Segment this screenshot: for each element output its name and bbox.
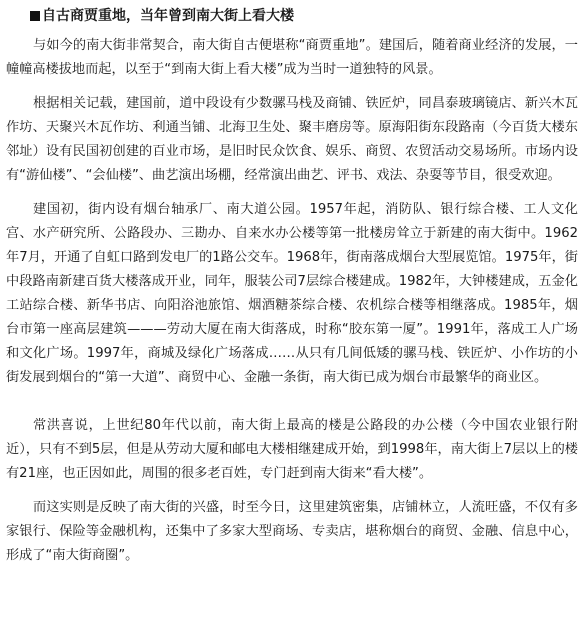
paragraph-post-liberation: 建国初，街内设有烟台轴承厂、南大道公园。1957年起，消防队、银行综合楼、工人文化宫、水产研究所、公路段办、三勘办、自来水办公楼等第一批楼房耸立于新建的南大街中。1962年7月，开通了自虹口路到发电厂的1路公交车。1968年，街南落成烟台大型展览馆。1975年，街中段路南新建百货大楼落成开业，同年，服装公司7层综合楼建成。1982年，大钟楼建成，五金化工站综合楼、新华书店、向阳浴池旅馆、烟酒糖茶综合楼、农机综合楼等相继落成。1985年，烟台市第一座高层建筑———劳动大厦在南大街落成，时称“胶东第一厦”。1991年，落成工人广场和文化广场。1997年，商城及绿化广场落成……从只有几间低矮的骡马栈、铁匠炉、小作坊的小街发展到烟台的“第一大道”、商贸中心、金融一条街，南大街已成为烟台市最繁华的商业区。 — [6, 202, 578, 385]
square-bullet-icon — [30, 11, 40, 21]
paragraph-intro: 与如今的南大街非常契合，南大街自古便堪称“商贾重地”。建国后，随着商业经济的发展，一幢幢高楼拔地而起，以至于“到南大街上看大楼”成为当时一道独特的风景。 — [6, 38, 578, 77]
paragraph-tall-buildings: 常洪喜说，上世纪80年代以前，南大街上最高的楼是公路段的办公楼（今中国农业银行附近），只有不到5层，但是从劳动大厦和邮电大楼相继建成开始，到1998年，南大街上7层以上的楼有21座，也正因如此，周围的很多老百姓，专门赶到南大街来“看大楼”。 — [6, 418, 578, 481]
paragraph-pre-liberation: 根据相关记载，建国前，道中段设有少数骡马栈及商铺、铁匠炉，同昌泰玻璃镜店、新兴木瓦作坊、天聚兴木瓦作坊、利通当铺、北海卫生处、聚丰磨房等。原海阳街东段路南（今百货大楼东邻址）设有民国初创建的百业市场，是旧时民众饮食、娱乐、商贸、农贸活动交易场所。市场内设有“游仙楼”、“会仙楼”、曲艺演出场棚，经常演出曲艺、评书、戏法、杂耍等节目，很受欢迎。 — [6, 96, 578, 183]
heading-text: 自古商贾重地，当年曾到南大街上看大楼 — [42, 8, 294, 24]
article-heading — [6, 4, 578, 28]
paragraph-prosperity: 而这实则是反映了南大街的兴盛，时至今日，这里建筑密集，店铺林立，人流旺盛，不仅有多家银行、保险等金融机构，还集中了多家大型商场、专卖店，堪称烟台的商贸、金融、信息中心，形成了“南大街商圈”。 — [6, 500, 578, 563]
